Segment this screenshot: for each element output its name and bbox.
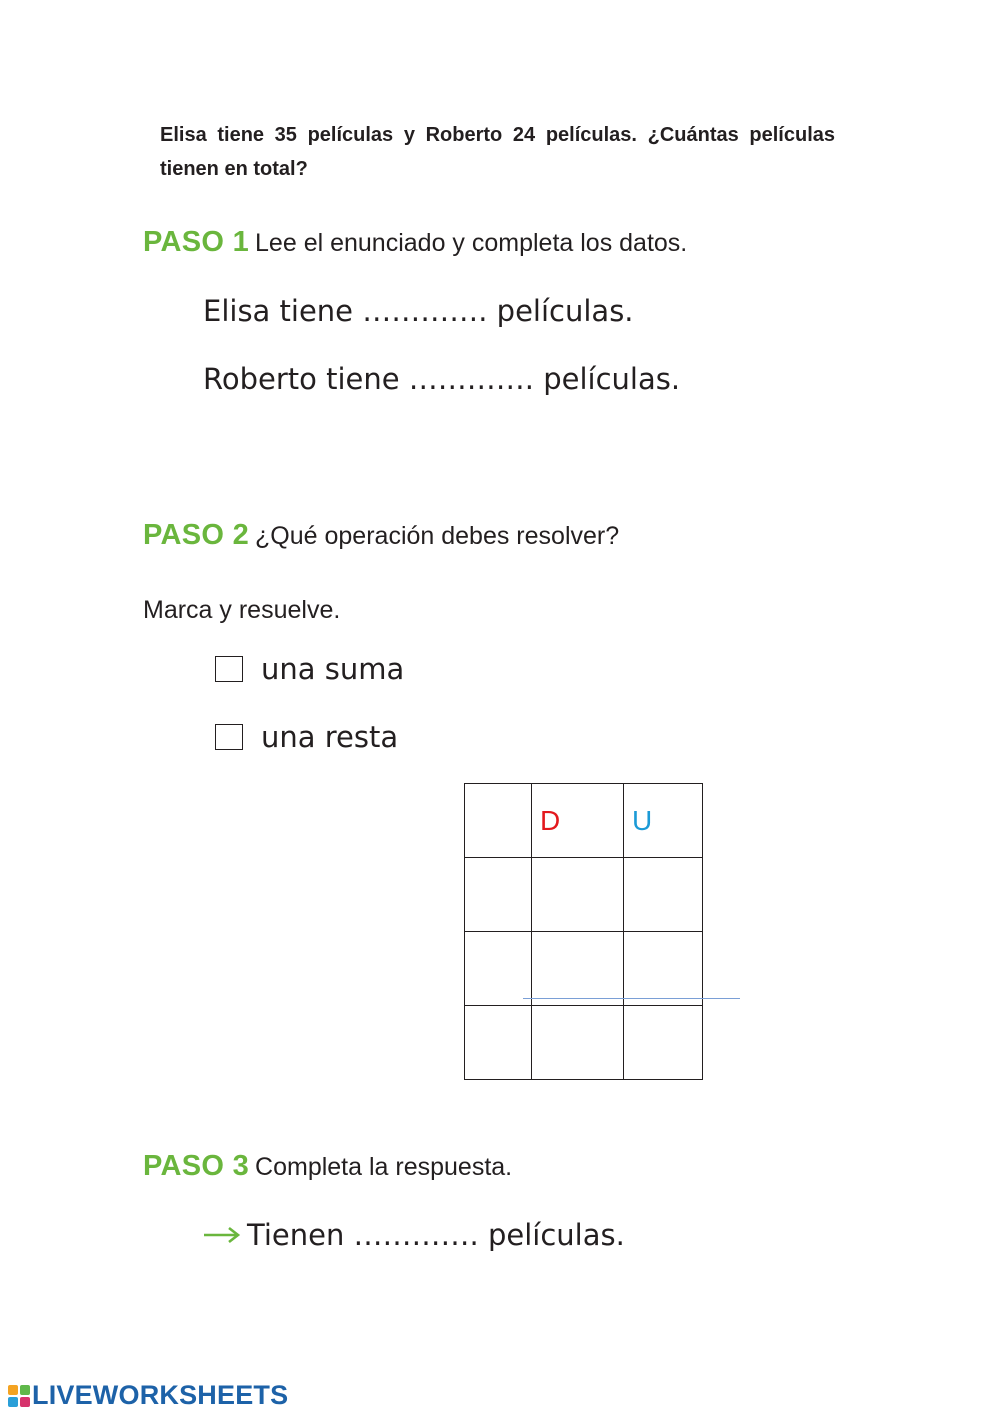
liveworksheets-logo[interactable] <box>8 1380 288 1411</box>
suma-checkbox[interactable] <box>215 656 243 682</box>
step-3-heading <box>143 1150 512 1183</box>
grid-header-blank <box>465 784 532 858</box>
grid-cell[interactable] <box>465 858 532 932</box>
answer-line <box>203 1218 625 1252</box>
grid-cell[interactable] <box>624 932 703 1006</box>
logo-text: LIVEWORKSHEETS <box>32 1380 289 1410</box>
arrow-right-icon <box>203 1225 241 1245</box>
step-1-heading <box>143 226 687 259</box>
step-1-instruction: Lee el enunciado y completa los datos. <box>255 229 688 257</box>
grid-cell[interactable] <box>624 1006 703 1080</box>
logo-icon <box>8 1385 30 1407</box>
step-1-label: PASO 1 <box>143 226 250 258</box>
problem-statement: Elisa tiene 35 películas y Roberto 24 películas. ¿Cuántas películas tienen en total? <box>160 124 835 180</box>
resta-checkbox[interactable] <box>215 724 243 750</box>
step-2-instruction: Marca y resuelve. <box>143 596 341 624</box>
option-resta[interactable] <box>215 720 398 754</box>
step-3-label: PASO 3 <box>143 1150 250 1182</box>
step-2-heading <box>143 519 619 552</box>
grid-cell[interactable] <box>532 1006 624 1080</box>
grid-header-decenas: D <box>532 784 624 858</box>
grid-cell[interactable] <box>624 858 703 932</box>
roberto-films-line: Roberto tiene …………. películas. <box>203 362 681 396</box>
operation-grid <box>464 783 703 1080</box>
option-resta-label: una resta <box>261 720 399 754</box>
step-2-question: ¿Qué operación debes resolver? <box>255 522 620 550</box>
elisa-films-line: Elisa tiene …………. películas. <box>203 294 634 328</box>
option-suma-label: una suma <box>261 652 405 686</box>
answer-text: Tienen …………. películas. <box>247 1218 625 1252</box>
step-2-label: PASO 2 <box>143 519 250 551</box>
grid-header-unidades: U <box>624 784 703 858</box>
grid-cell[interactable] <box>465 932 532 1006</box>
step-3-instruction: Completa la respuesta. <box>255 1153 513 1181</box>
result-line <box>523 998 740 999</box>
grid-cell[interactable] <box>532 932 624 1006</box>
grid-cell[interactable] <box>532 858 624 932</box>
grid-cell[interactable] <box>465 1006 532 1080</box>
option-suma[interactable] <box>215 652 404 686</box>
